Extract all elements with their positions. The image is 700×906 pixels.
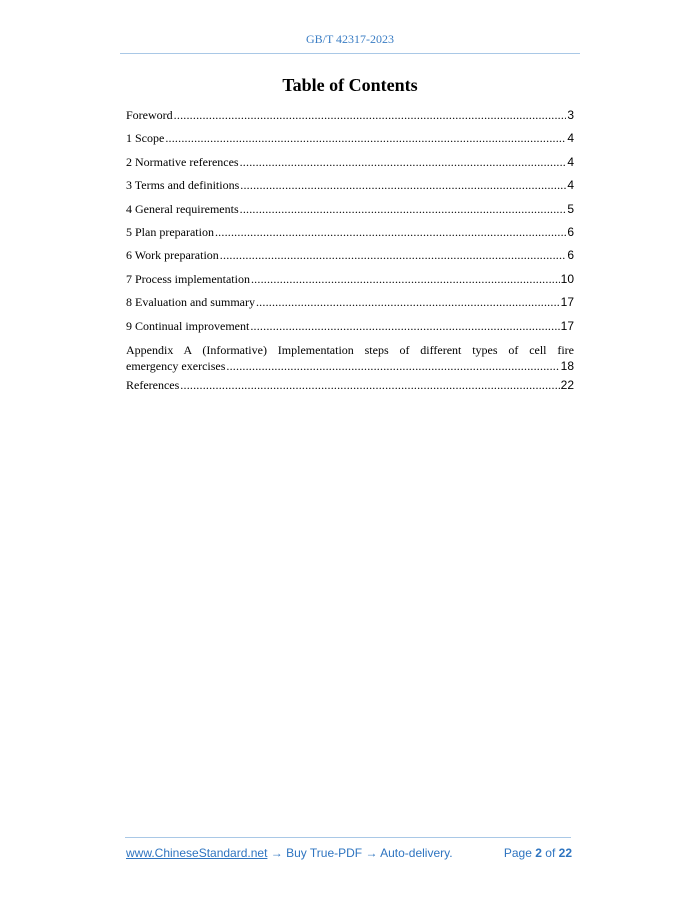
dot-leader — [226, 358, 559, 374]
dot-leader — [165, 131, 566, 146]
page-current: 2 — [535, 846, 542, 860]
toc-entry-label: References — [126, 377, 180, 392]
toc-entry-label: 1 Scope — [126, 131, 165, 146]
dot-leader — [251, 272, 560, 287]
header-divider — [120, 53, 580, 54]
footer-promo-text: → Buy True-PDF → Auto-delivery. — [267, 846, 453, 860]
dot-leader — [180, 378, 559, 393]
page-of: of — [545, 846, 556, 860]
toc-entry-page: 4 — [567, 131, 574, 146]
site-link[interactable]: www.ChineseStandard.net — [126, 846, 268, 860]
toc-entry-page: 22 — [560, 377, 574, 392]
toc-entry-appendix-a[interactable] — [126, 342, 574, 374]
page-footer — [126, 846, 572, 860]
dot-leader — [174, 108, 567, 123]
standard-code-header: GB/T 42317-2023 — [305, 32, 395, 46]
footer-divider — [125, 837, 571, 838]
toc-entry-page: 4 — [567, 154, 574, 169]
toc-entry-page: 17 — [560, 318, 574, 333]
toc-entry-continual-improvement[interactable] — [126, 319, 574, 342]
toc-entry-label: 9 Continual improvement — [126, 318, 250, 333]
dot-leader — [240, 202, 567, 217]
dot-leader — [240, 178, 566, 193]
toc-entry-page: 6 — [567, 248, 574, 263]
toc-entry-page: 10 — [560, 271, 574, 286]
toc-entry-references[interactable] — [126, 378, 574, 401]
toc-entry-page: 6 — [567, 224, 574, 239]
toc-entry-label: Foreword — [126, 108, 173, 122]
toc-entry-general-requirements[interactable] — [126, 202, 574, 225]
toc-title: Table of Contents — [282, 75, 418, 95]
dot-leader — [220, 248, 567, 263]
toc-entry-label: 5 Plan preparation — [126, 224, 214, 239]
toc-entry-label: 6 Work preparation — [126, 248, 219, 263]
toc-entry-page: 3 — [567, 108, 574, 122]
toc-entry-scope[interactable] — [126, 131, 574, 154]
toc-entry-page: 17 — [560, 295, 574, 310]
toc-entry-process-implementation[interactable] — [126, 272, 574, 295]
toc-entry-label: 4 General requirements — [126, 201, 239, 216]
page-indicator — [504, 846, 572, 860]
toc-entry-page: 18 — [560, 358, 574, 373]
toc-entry-foreword[interactable] — [126, 108, 574, 131]
toc-entry-label-continuation — [126, 358, 574, 374]
toc-entry-label: 8 Evaluation and summary — [126, 295, 255, 310]
dot-leader — [215, 225, 566, 240]
toc-entry-evaluation-and-summary[interactable] — [126, 295, 574, 318]
toc-entry-page: 5 — [567, 201, 574, 216]
dot-leader — [240, 155, 567, 170]
toc-entry-label: 7 Process implementation — [126, 271, 250, 286]
toc-entry-page: 4 — [567, 178, 574, 193]
toc-entry-plan-preparation[interactable] — [126, 225, 574, 248]
toc-entry-terms-and-definitions[interactable] — [126, 178, 574, 201]
toc-entry-label-line2: emergency exercises — [126, 358, 226, 373]
dot-leader — [250, 319, 559, 334]
toc-entry-label: Appendix A (Informative) Implementation steps of different types of cell fire — [126, 342, 574, 357]
footer-promo — [126, 846, 453, 860]
toc-list — [126, 108, 574, 401]
toc-entry-work-preparation[interactable] — [126, 248, 574, 271]
page-total: 22 — [558, 846, 572, 860]
dot-leader — [256, 295, 560, 310]
toc-entry-label: 2 Normative references — [126, 154, 239, 169]
toc-entry-normative-references[interactable] — [126, 155, 574, 178]
page-word: Page — [503, 846, 532, 860]
toc-entry-label: 3 Terms and definitions — [126, 178, 240, 193]
